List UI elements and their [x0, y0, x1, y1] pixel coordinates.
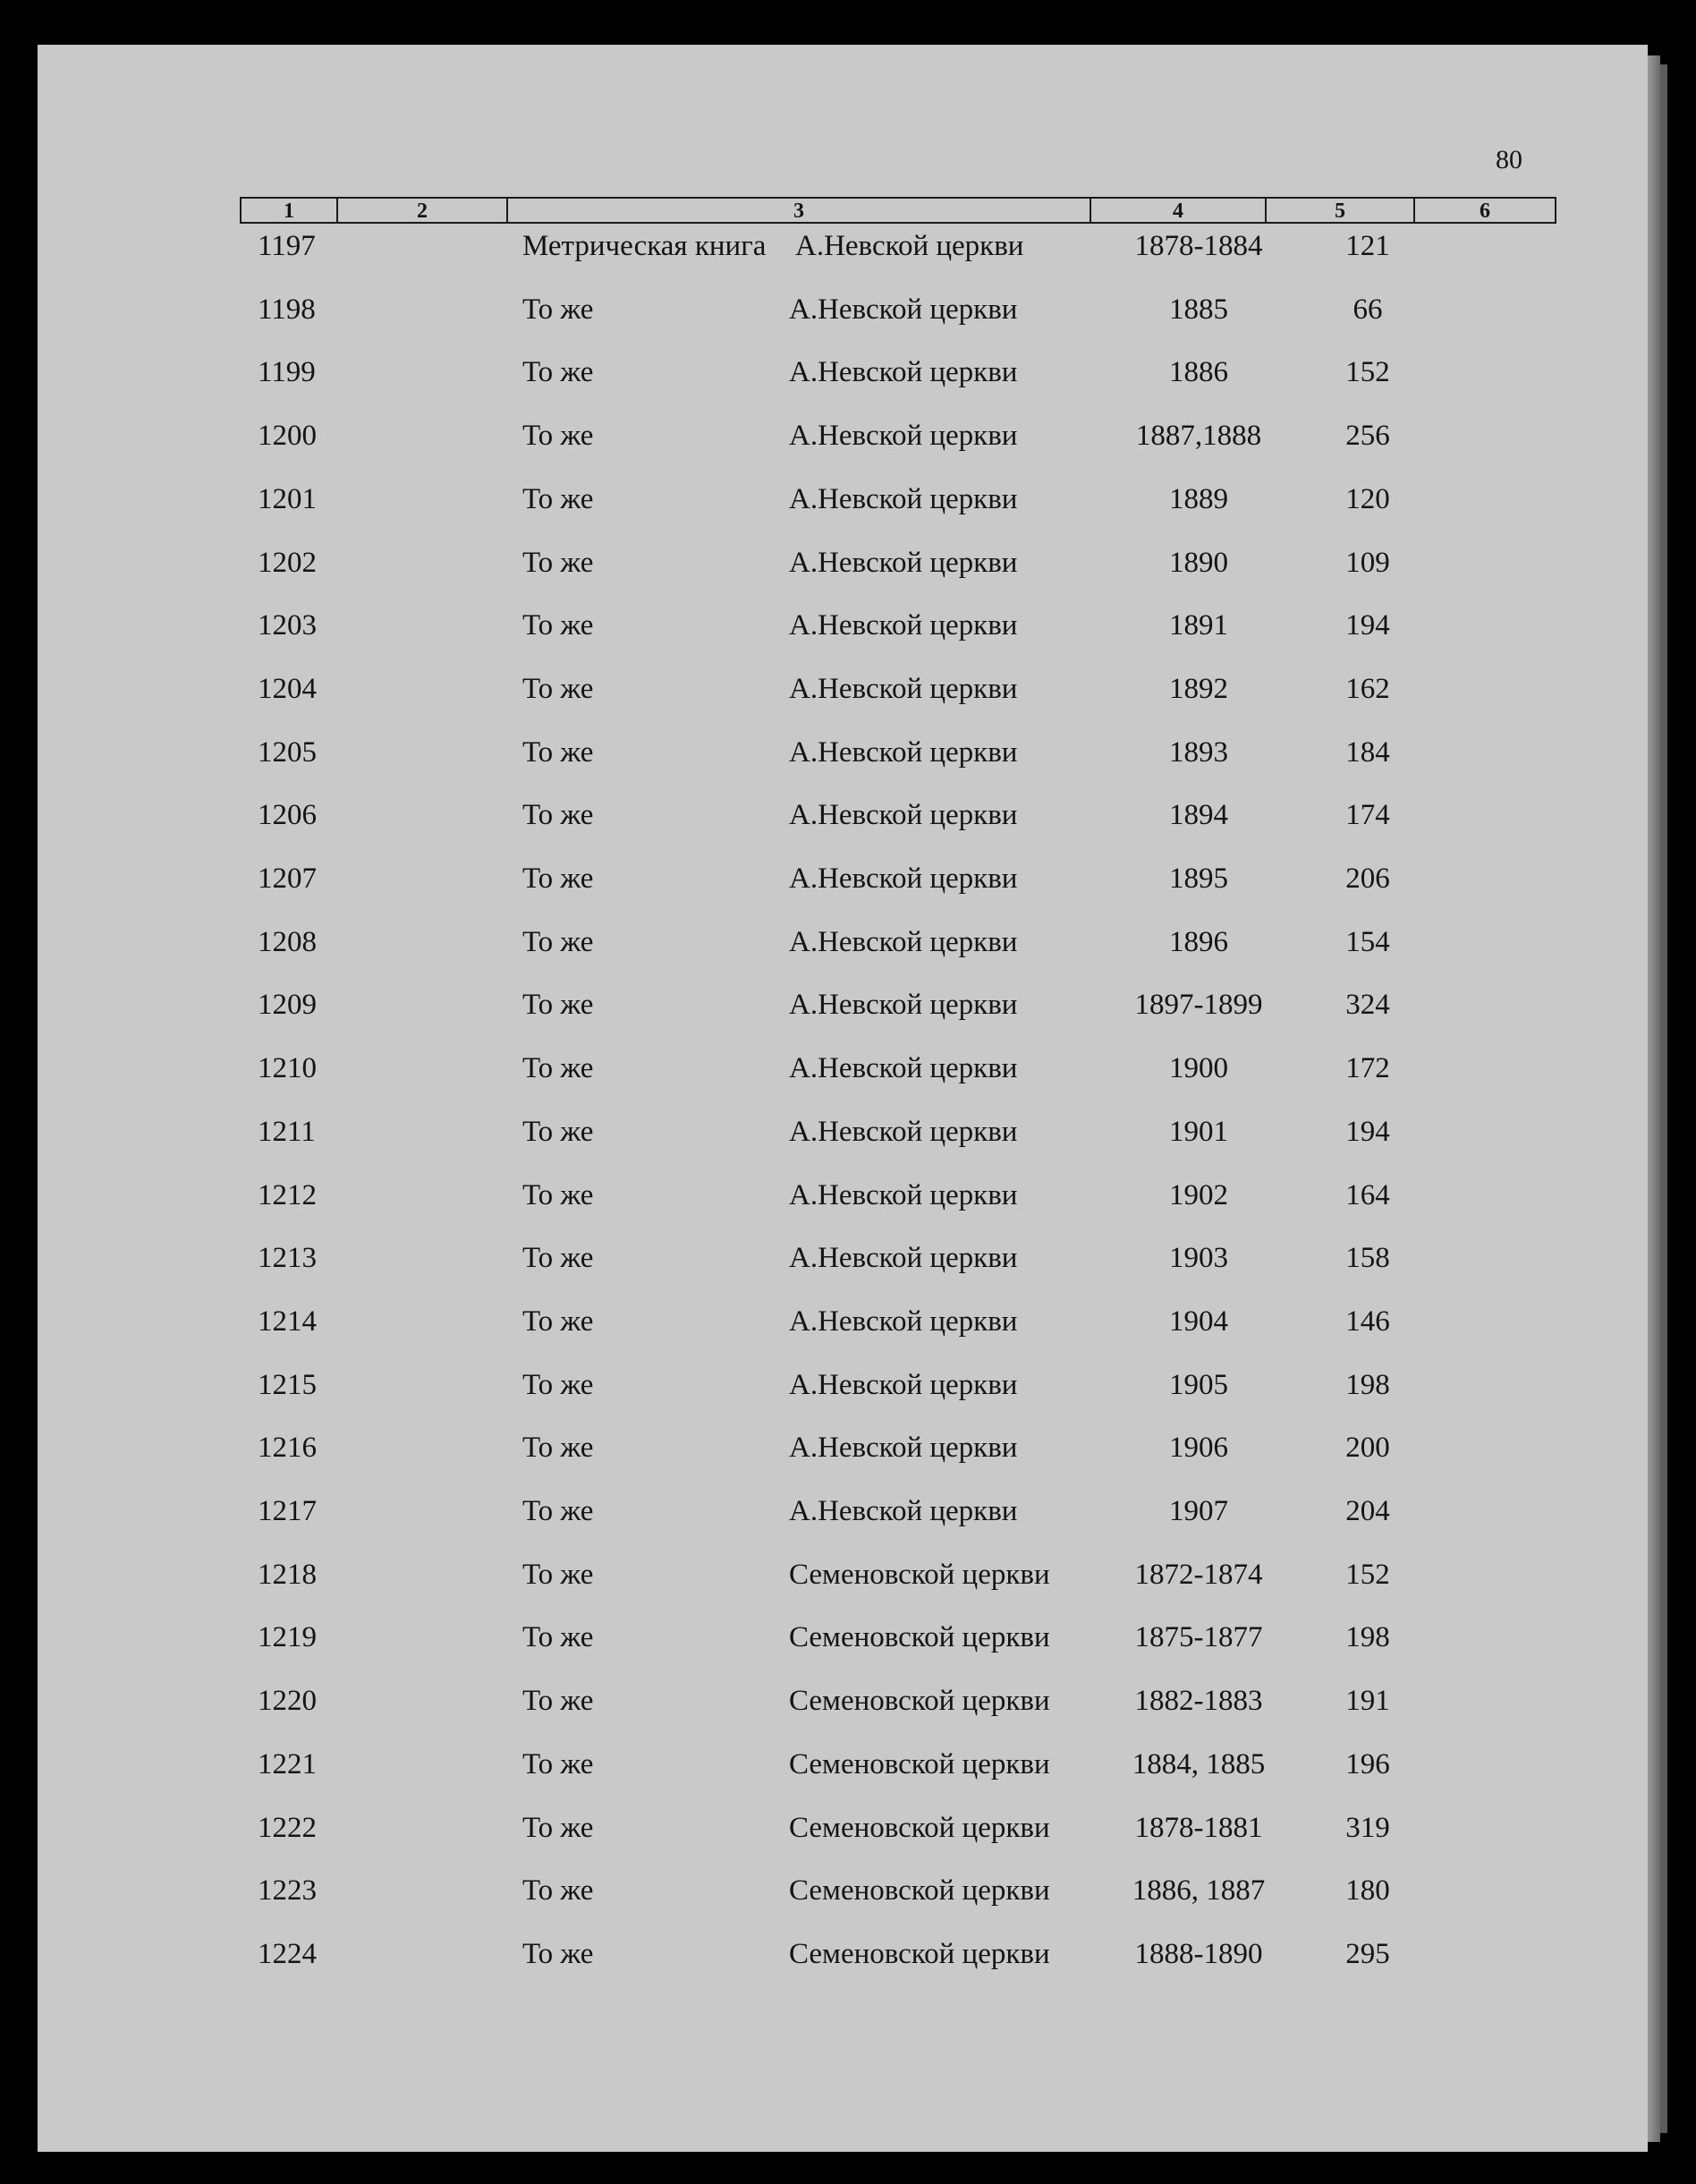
- record-number: 1201: [258, 482, 317, 515]
- table-row: [38, 730, 1648, 775]
- record-number: 1210: [258, 1052, 317, 1085]
- record-church: А.Невской церкви: [789, 293, 1018, 326]
- record-church: А.Невской церкви: [789, 609, 1018, 642]
- record-number: 1215: [258, 1368, 317, 1401]
- record-page-count: 204: [1345, 1495, 1390, 1527]
- record-page-count: 121: [1345, 230, 1390, 262]
- record-page-count: 198: [1345, 1368, 1390, 1401]
- record-number: 1216: [258, 1432, 317, 1465]
- record-number: 1213: [258, 1242, 317, 1275]
- record-number: 1220: [258, 1685, 317, 1718]
- record-description: То же: [522, 1368, 594, 1401]
- record-church: А.Невской церкви: [789, 1115, 1018, 1148]
- record-page-count: 206: [1345, 863, 1390, 895]
- record-years: 1896: [1169, 925, 1228, 958]
- record-page-count: 158: [1345, 1242, 1390, 1275]
- table-row: [38, 920, 1648, 965]
- table-row: [38, 1489, 1648, 1534]
- record-description: То же: [522, 1685, 594, 1718]
- table-row: [38, 1615, 1648, 1660]
- record-number: 1221: [258, 1747, 317, 1780]
- table-row: [38, 1299, 1648, 1344]
- table-row: [38, 540, 1648, 585]
- record-church: А.Невской церкви: [789, 1432, 1018, 1465]
- record-church: А.Невской церкви: [795, 230, 1024, 262]
- record-years: 1895: [1169, 863, 1228, 895]
- record-description: То же: [522, 482, 594, 515]
- table-row: [38, 413, 1648, 458]
- record-description: То же: [522, 735, 594, 769]
- record-description: То же: [522, 420, 594, 453]
- record-page-count: 174: [1345, 799, 1390, 832]
- record-church: Семеновской церкви: [789, 1621, 1050, 1654]
- record-number: 1211: [258, 1115, 316, 1148]
- record-church: А.Невской церкви: [789, 482, 1018, 515]
- record-years: 1878-1881: [1134, 1811, 1263, 1844]
- table-row: [38, 1806, 1648, 1850]
- header-col-6: 6: [1480, 200, 1490, 223]
- record-description: То же: [522, 356, 594, 389]
- header-col-2: 2: [338, 199, 508, 222]
- record-church: Семеновской церкви: [789, 1747, 1050, 1780]
- page-number: 80: [1496, 145, 1522, 174]
- record-years: 1891: [1169, 609, 1228, 642]
- record-page-count: 152: [1345, 1558, 1390, 1591]
- record-number: 1197: [258, 230, 316, 262]
- table-row: [38, 1425, 1648, 1470]
- record-years: 1893: [1169, 735, 1228, 769]
- record-church: Семеновской церкви: [789, 1811, 1050, 1844]
- record-years: 1885: [1169, 293, 1228, 326]
- table-row: [38, 287, 1648, 332]
- record-number: 1217: [258, 1495, 317, 1527]
- record-page-count: 194: [1345, 609, 1390, 642]
- record-description: То же: [522, 925, 594, 958]
- record-years: 1903: [1169, 1242, 1228, 1275]
- record-number: 1223: [258, 1874, 317, 1908]
- record-description: То же: [522, 1432, 594, 1465]
- header-col-1: 1: [242, 199, 338, 222]
- record-description: То же: [522, 1747, 594, 1780]
- record-number: 1202: [258, 546, 317, 579]
- table-row: [38, 1109, 1648, 1154]
- record-church: Семеновской церкви: [789, 1874, 1050, 1908]
- record-years: 1878-1884: [1134, 230, 1263, 262]
- table-row: [38, 477, 1648, 522]
- record-description: То же: [522, 546, 594, 579]
- record-page-count: 66: [1353, 293, 1383, 326]
- table-row: [38, 224, 1648, 268]
- record-church: Семеновской церкви: [789, 1937, 1050, 1970]
- table-row: [38, 1552, 1648, 1597]
- record-number: 1209: [258, 989, 317, 1022]
- record-years: 1884, 1885: [1132, 1747, 1266, 1780]
- paper-stack-shadow: [1660, 64, 1667, 2133]
- record-church: А.Невской церкви: [789, 420, 1018, 453]
- record-number: 1203: [258, 609, 317, 642]
- record-description: То же: [522, 799, 594, 832]
- record-number: 1198: [258, 293, 316, 326]
- record-description: То же: [522, 1558, 594, 1591]
- record-page-count: 164: [1345, 1178, 1390, 1211]
- record-description: То же: [522, 1178, 594, 1211]
- record-page-count: 109: [1345, 546, 1390, 579]
- record-church: Семеновской церкви: [789, 1685, 1050, 1718]
- record-church: А.Невской церкви: [789, 672, 1018, 705]
- record-years: 1886: [1169, 356, 1228, 389]
- header-col-5: 5: [1267, 199, 1415, 222]
- table-row: [38, 1678, 1648, 1723]
- record-page-count: 152: [1345, 356, 1390, 389]
- record-page-count: 194: [1345, 1115, 1390, 1148]
- table-header: [240, 197, 1556, 224]
- table-row: [38, 793, 1648, 837]
- record-years: 1894: [1169, 799, 1228, 832]
- record-page-count: 184: [1345, 735, 1390, 769]
- record-church: А.Невской церкви: [789, 546, 1018, 579]
- record-church: А.Невской церкви: [789, 735, 1018, 769]
- record-church: А.Невской церкви: [789, 989, 1018, 1022]
- record-description: То же: [522, 1495, 594, 1527]
- record-years: 1890: [1169, 546, 1228, 579]
- record-description: То же: [522, 1811, 594, 1844]
- record-description: То же: [522, 1242, 594, 1275]
- record-church: А.Невской церкви: [789, 1304, 1018, 1338]
- record-years: 1889: [1169, 482, 1228, 515]
- record-years: 1904: [1169, 1304, 1228, 1338]
- record-description: То же: [522, 989, 594, 1022]
- document-page: [38, 45, 1648, 2152]
- record-page-count: 172: [1345, 1052, 1390, 1085]
- table-row: [38, 603, 1648, 648]
- table-row: [38, 667, 1648, 711]
- record-number: 1199: [258, 356, 316, 389]
- record-number: 1218: [258, 1558, 317, 1591]
- record-years: 1882-1883: [1134, 1685, 1263, 1718]
- record-church: Семеновской церкви: [789, 1558, 1050, 1591]
- header-col-3: 3: [508, 199, 1091, 222]
- record-description: То же: [522, 1874, 594, 1908]
- record-years: 1900: [1169, 1052, 1228, 1085]
- record-page-count: 198: [1345, 1621, 1390, 1654]
- record-page-count: 324: [1345, 989, 1390, 1022]
- record-number: 1212: [258, 1178, 317, 1211]
- record-number: 1219: [258, 1621, 317, 1654]
- record-church: А.Невской церкви: [789, 1242, 1018, 1275]
- record-years: 1906: [1169, 1432, 1228, 1465]
- record-number: 1224: [258, 1937, 317, 1970]
- record-page-count: 180: [1345, 1874, 1390, 1908]
- record-number: 1222: [258, 1811, 317, 1844]
- record-church: А.Невской церкви: [789, 799, 1018, 832]
- table-row: [38, 1742, 1648, 1787]
- record-page-count: 154: [1345, 925, 1390, 958]
- record-page-count: 196: [1345, 1747, 1390, 1780]
- table-row: [38, 1363, 1648, 1407]
- record-number: 1205: [258, 735, 317, 769]
- record-years: 1907: [1169, 1495, 1228, 1527]
- record-description: То же: [522, 1115, 594, 1148]
- record-number: 1204: [258, 672, 317, 705]
- record-description: То же: [522, 1304, 594, 1338]
- table-row: [38, 1932, 1648, 1976]
- record-church: А.Невской церкви: [789, 1495, 1018, 1527]
- record-church: А.Невской церкви: [789, 925, 1018, 958]
- table-row: [38, 1236, 1648, 1280]
- record-description: Метрическая книга: [522, 230, 767, 262]
- header-col-4: 4: [1091, 199, 1267, 222]
- record-years: 1886, 1887: [1132, 1874, 1266, 1908]
- record-years: 1887,1888: [1135, 420, 1262, 453]
- record-description: То же: [522, 1621, 594, 1654]
- table-row: [38, 1868, 1648, 1913]
- record-page-count: 162: [1345, 672, 1390, 705]
- record-number: 1206: [258, 799, 317, 832]
- record-page-count: 200: [1345, 1432, 1390, 1465]
- record-years: 1897-1899: [1134, 989, 1263, 1022]
- table-row: [38, 856, 1648, 901]
- record-page-count: 256: [1345, 420, 1390, 453]
- record-years: 1901: [1169, 1115, 1228, 1148]
- record-description: То же: [522, 1052, 594, 1085]
- record-years: 1888-1890: [1134, 1937, 1263, 1970]
- table-row: [38, 1173, 1648, 1218]
- record-description: То же: [522, 672, 594, 705]
- record-church: А.Невской церкви: [789, 1368, 1018, 1401]
- record-church: А.Невской церкви: [789, 356, 1018, 389]
- record-page-count: 295: [1345, 1937, 1390, 1970]
- record-description: То же: [522, 609, 594, 642]
- record-number: 1214: [258, 1304, 317, 1338]
- record-church: А.Невской церкви: [789, 1178, 1018, 1211]
- table-row: [38, 350, 1648, 395]
- record-years: 1875-1877: [1134, 1621, 1263, 1654]
- record-years: 1872-1874: [1134, 1558, 1263, 1591]
- record-page-count: 120: [1345, 482, 1390, 515]
- record-page-count: 146: [1345, 1304, 1390, 1338]
- record-description: То же: [522, 863, 594, 895]
- record-years: 1902: [1169, 1178, 1228, 1211]
- record-number: 1207: [258, 863, 317, 895]
- record-page-count: 191: [1345, 1685, 1390, 1718]
- record-church: А.Невской церкви: [789, 1052, 1018, 1085]
- record-church: А.Невской церкви: [789, 863, 1018, 895]
- record-number: 1208: [258, 925, 317, 958]
- record-years: 1905: [1169, 1368, 1228, 1401]
- record-description: То же: [522, 1937, 594, 1970]
- record-page-count: 319: [1345, 1811, 1390, 1844]
- record-years: 1892: [1169, 672, 1228, 705]
- table-row: [38, 982, 1648, 1027]
- table-row: [38, 1046, 1648, 1091]
- record-description: То же: [522, 293, 594, 326]
- record-number: 1200: [258, 420, 317, 453]
